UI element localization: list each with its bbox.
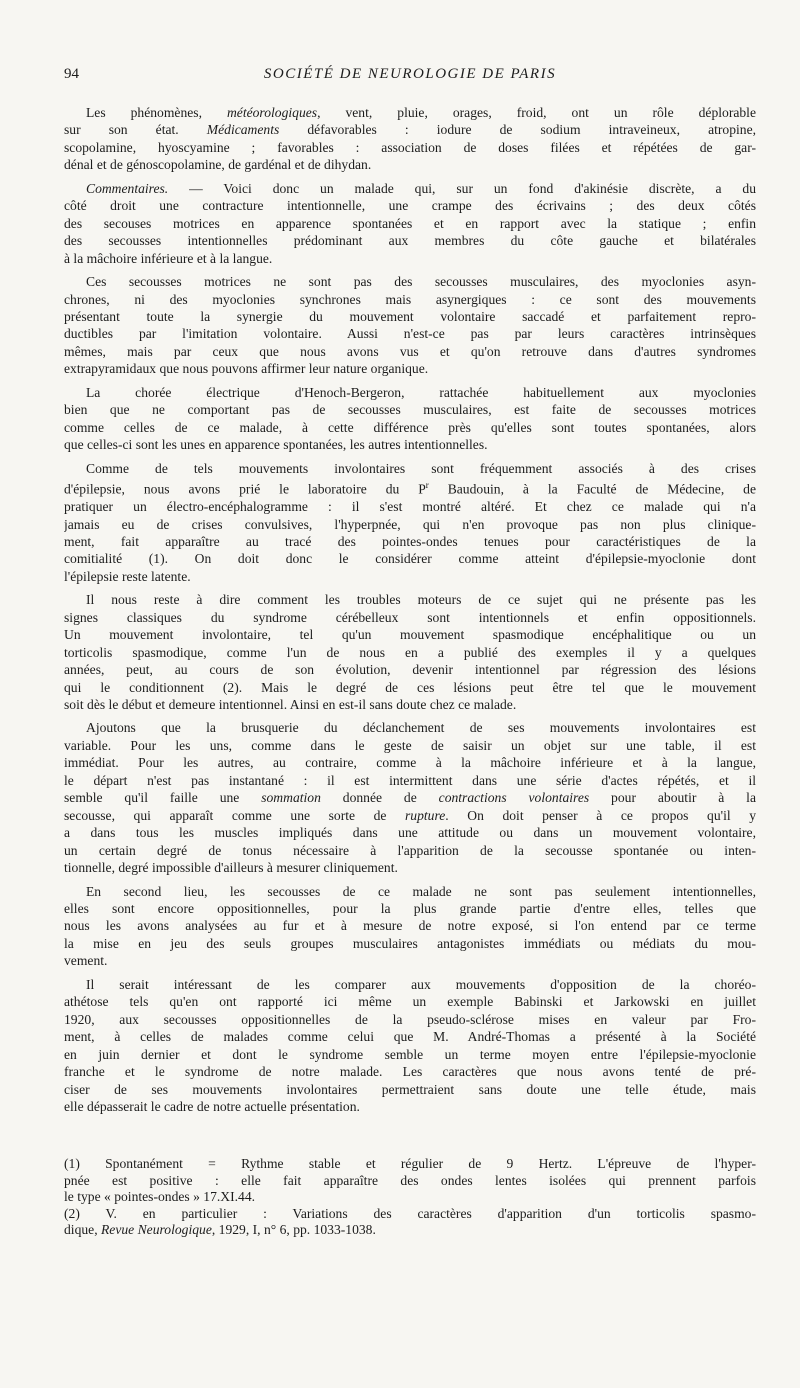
italic-text: sommation	[261, 790, 321, 806]
text-line	[64, 1206, 756, 1223]
text-run: franche et le syndrome de notre malade. Les caractères que nous avons tenté de pré-	[64, 1064, 756, 1080]
text-run: comitialité (1). On doit donc le considérer comme atteint d'épilepsie-myoclonie dont	[64, 551, 756, 567]
footnote	[64, 1206, 756, 1239]
text-line	[64, 1063, 756, 1080]
text-run: la mise en jeu des seuls groupes musculaires antagonistes immédiats ou médiats du mou-	[64, 935, 756, 951]
running-title: SOCIÉTÉ DE NEUROLOGIE DE PARIS	[263, 66, 557, 82]
text-line	[64, 121, 756, 138]
text-line	[64, 772, 756, 789]
text-run: a dans tous les muscles impliqués dans une attitude ou dans un mouvement volontaire,	[64, 825, 756, 841]
italic-text: Commentaires.	[86, 180, 169, 196]
text-run: jamais eu de crises convulsives, l'hyperpnée, qui n'en provoque pas non plus clinique-	[64, 516, 756, 532]
text-line	[64, 197, 756, 214]
text-run: qui le conditionnent (2). Mais le degré de ces lésions peut être tel que le mouvement	[64, 679, 756, 695]
text-run: nous les avons analysées au fur et à mesure de notre exposé, si l'on entend par ce terme	[64, 918, 756, 934]
text-run: variable. Pour les uns, comme dans le geste de saisir un objet sur une table, il est	[64, 737, 756, 753]
text-run: signes classiques du syndrome cérébelleux sont intentionnels et enfin oppositionnels.	[64, 609, 756, 625]
text-line	[64, 591, 756, 608]
text-line	[64, 644, 756, 661]
text-run: mêmes, mais par ceux que nous avons vus et qu'on retrouve dans d'autres syndromes	[64, 343, 756, 359]
text-run: dénal et de génoscopolamine, de gardénal et de dihydan.	[64, 157, 372, 173]
text-run: chrones, ni des myoclonies synchrones mais asynergiques : ce sont des mouvements	[64, 291, 756, 307]
paragraph	[64, 104, 756, 174]
paragraph	[64, 273, 756, 378]
text-line	[64, 232, 756, 249]
paragraph	[64, 384, 756, 454]
text-line	[64, 1098, 756, 1115]
text-run: La chorée électrique d'Henoch-Bergeron, rattachée habituellement aux myoclonies	[86, 384, 756, 400]
text-run: dique,	[64, 1222, 101, 1238]
text-line	[64, 384, 756, 401]
text-line	[64, 789, 756, 806]
text-run: le type « pointes-ondes » 17.XI.44.	[64, 1189, 256, 1205]
text-line	[64, 477, 756, 498]
text-run: pour aboutir à la	[589, 790, 756, 806]
text-run: Il nous reste à dire comment les troubles moteurs de ce sujet qui ne présente pas les	[86, 592, 756, 608]
text-line	[64, 679, 756, 696]
footnotes	[64, 1156, 756, 1239]
text-run: Comme de tels mouvements involontaires sont fréquemment associés à des crises	[86, 460, 756, 476]
text-run: côté droit une contracture intentionnelle, une crampe des écrivains ; des deux côtés	[64, 198, 756, 214]
text-run: en juin dernier et dont le syndrome semble un terme moyen entre l'épilepsie-myoclonie	[64, 1046, 756, 1062]
text-run: donnée de	[320, 790, 439, 806]
text-run: ciser de ses mouvements involontaires permettraient sans doute une telle étude, mais	[64, 1081, 756, 1097]
text-line	[64, 273, 756, 290]
text-line	[64, 308, 756, 325]
text-line	[64, 1222, 756, 1239]
text-line	[64, 419, 756, 436]
footnote	[64, 1156, 756, 1206]
text-line	[64, 917, 756, 934]
text-run: athétose tels qu'en ont rapporté ici même un exemple Babinski et Jarkowski en juillet	[64, 994, 756, 1010]
text-run: ductibles par l'imitation volontaire. Aussi n'est-ce pas par leurs caractères intrinsèques	[64, 326, 756, 342]
paragraph	[64, 591, 756, 713]
paragraph	[64, 719, 756, 876]
text-line	[64, 935, 756, 952]
text-run: Baudouin, à la Faculté de Médecine, de	[428, 481, 756, 497]
text-line	[64, 824, 756, 841]
italic-text: Revue Neurologique	[101, 1222, 212, 1238]
text-run: secousse, qui apparaît comme une sorte de	[64, 807, 406, 823]
text-run: Il serait intéressant de les comparer aux mouvements d'opposition de la choréo-	[86, 976, 756, 992]
text-run: des secousses intentionnelles prédominant aux membres du côte gauche et bilatérales	[64, 233, 756, 249]
text-line	[64, 696, 756, 713]
page-header	[64, 66, 756, 88]
text-line	[64, 1189, 756, 1206]
text-line	[64, 754, 756, 771]
text-line	[64, 1081, 756, 1098]
paragraph	[64, 460, 756, 586]
text-line	[64, 842, 756, 859]
text-line	[64, 250, 756, 267]
text-run: 1920, aux secousses oppositionnelles de la pseudo-sclérose mises en valeur par Fro-	[64, 1011, 756, 1027]
text-line	[64, 807, 756, 824]
text-run: . On doit penser à ce propos qu'il y	[445, 807, 756, 823]
text-run: soit dès le début et demeure intentionnel. Ainsi en est-il sans doute chez ce malade.	[64, 697, 517, 713]
text-line	[64, 1173, 756, 1190]
text-line	[64, 883, 756, 900]
text-run: torticolis spasmodique, comme l'un de nous en a publié des exemples il y a quelques	[64, 644, 756, 660]
text-line	[64, 156, 756, 173]
page-number: 94	[64, 66, 79, 82]
text-line	[64, 104, 756, 121]
text-run: scopolamine, hyoscyamine ; favorables : association de doses filées et répétées de gar-	[64, 139, 756, 155]
text-run: (2) V. en particulier : Variations des caractères d'apparition d'un torticolis spasmo-	[64, 1205, 756, 1221]
text-line	[64, 719, 756, 736]
italic-text: contractions volontaires	[438, 790, 590, 806]
text-line	[64, 215, 756, 232]
text-line	[64, 291, 756, 308]
text-run: elles sont encore oppositionnelles, pour la plus grande partie d'entre elles, telles que	[64, 901, 756, 917]
text-line	[64, 460, 756, 477]
text-run: sur son état.	[64, 122, 207, 138]
superscript: r	[425, 480, 429, 491]
text-run: comme celles de ce malade, à cette différence près qu'elles sont toutes spontanées, alors	[64, 419, 756, 435]
text-line	[64, 661, 756, 678]
text-run: ment, fait apparaître au tracé des pointes-ondes tenues pour caractéristiques de la	[64, 533, 756, 549]
text-run: vement.	[64, 953, 108, 969]
text-run: Un mouvement involontaire, tel qu'un mouvement spasmodique encéphalitique ou un	[64, 627, 756, 643]
text-line	[64, 533, 756, 550]
text-line	[64, 343, 756, 360]
paragraph	[64, 976, 756, 1116]
text-line	[64, 976, 756, 993]
text-line	[64, 139, 756, 156]
text-line	[64, 1028, 756, 1045]
text-run: ment, à celles de malades comme celui que M. André-Thomas a présenté à la Société	[64, 1029, 756, 1045]
text-run: immédiat. Pour les autres, au contraire, comme à la mâchoire inférieure et à la langue,	[64, 755, 756, 771]
text-run: , vent, pluie, orages, froid, ont un rôle déplorable	[317, 105, 756, 120]
text-run: semble qu'il faille une	[64, 790, 262, 806]
text-line	[64, 550, 756, 567]
text-run: , 1929, I, n° 6, pp. 1033-1038.	[211, 1222, 376, 1238]
text-line	[64, 516, 756, 533]
text-line	[64, 325, 756, 342]
text-line	[64, 1046, 756, 1063]
text-run: présentant toute la synergie du mouvement volontaire saccadé et parfaitement repro-	[64, 308, 756, 324]
text-line	[64, 952, 756, 969]
text-line	[64, 401, 756, 418]
text-run: Ajoutons que la brusquerie du déclanchement de ses mouvements involontaires est	[86, 720, 756, 736]
text-run: défavorables : iodure de sodium intraveineux, atropine,	[279, 122, 756, 138]
text-line	[64, 900, 756, 917]
text-run: années, peut, au cours de son évolution, devenir intentionnel par régression des lésions	[64, 662, 756, 678]
text-run: que celles-ci sont les unes en apparence spontanées, les autres intentionnelles.	[64, 437, 488, 453]
text-run: d'épilepsie, nous avons prié le laboratoire du P	[64, 481, 426, 497]
italic-text: rupture	[405, 807, 446, 823]
text-line	[64, 360, 756, 377]
text-line	[64, 180, 756, 197]
text-run: pratiquer un électro-encéphalogramme : il s'est montré altéré. Et chez ce malade qui n'a	[64, 499, 756, 515]
text-run: l'épilepsie reste latente.	[64, 568, 191, 584]
paragraph	[64, 180, 756, 267]
text-run: En second lieu, les secousses de ce malade ne sont pas seulement intentionnelles,	[86, 883, 756, 899]
text-run: Ces secousses motrices ne sont pas des secousses musculaires, des myoclonies asyn-	[86, 274, 756, 290]
paragraph	[64, 883, 756, 970]
text-run: tionnelle, degré impossible d'ailleurs à mesurer cliniquement.	[64, 860, 398, 876]
text-line	[64, 436, 756, 453]
italic-text: Médicaments	[206, 122, 280, 138]
text-run: bien que ne comportant pas de secousses musculaires, est faite de secousses motrices	[64, 402, 756, 418]
text-run: le départ n'est pas instantané : il est intermittent dans une série d'actes répétés, et il	[64, 772, 756, 788]
text-line	[64, 498, 756, 515]
text-line	[64, 568, 756, 585]
text-line	[64, 609, 756, 626]
text-run: Les phénomènes,	[86, 105, 227, 120]
italic-text: météorologiques	[226, 105, 318, 120]
text-run: à la mâchoire inférieure et à la langue.	[64, 250, 273, 266]
text-line	[64, 859, 756, 876]
text-line	[64, 993, 756, 1010]
article-body	[64, 104, 756, 1115]
text-line	[64, 1011, 756, 1028]
text-run: un certain degré de tonus nécessaire à l'apparition de la secousse spontanée ou inten-	[64, 842, 756, 858]
text-line	[64, 626, 756, 643]
text-line	[64, 1156, 756, 1173]
text-run: (1) Spontanément = Rythme stable et régulier de 9 Hertz. L'épreuve de l'hyper-	[64, 1156, 756, 1171]
text-run: elle dépasserait le cadre de notre actuelle présentation.	[64, 1099, 360, 1114]
text-line	[64, 737, 756, 754]
text-run: — Voici donc un malade qui, sur un fond d'akinésie discrète, a du	[168, 180, 756, 196]
text-run: des secouses motrices en apparence spontanées et en rapport avec la statique ; enfin	[64, 215, 756, 231]
text-run: extrapyramidaux que nous pouvons affirmer leur nature organique.	[64, 361, 429, 377]
text-run: pnée est positive : elle fait apparaître des ondes lentes isolées qui prennent parfois	[64, 1172, 756, 1188]
